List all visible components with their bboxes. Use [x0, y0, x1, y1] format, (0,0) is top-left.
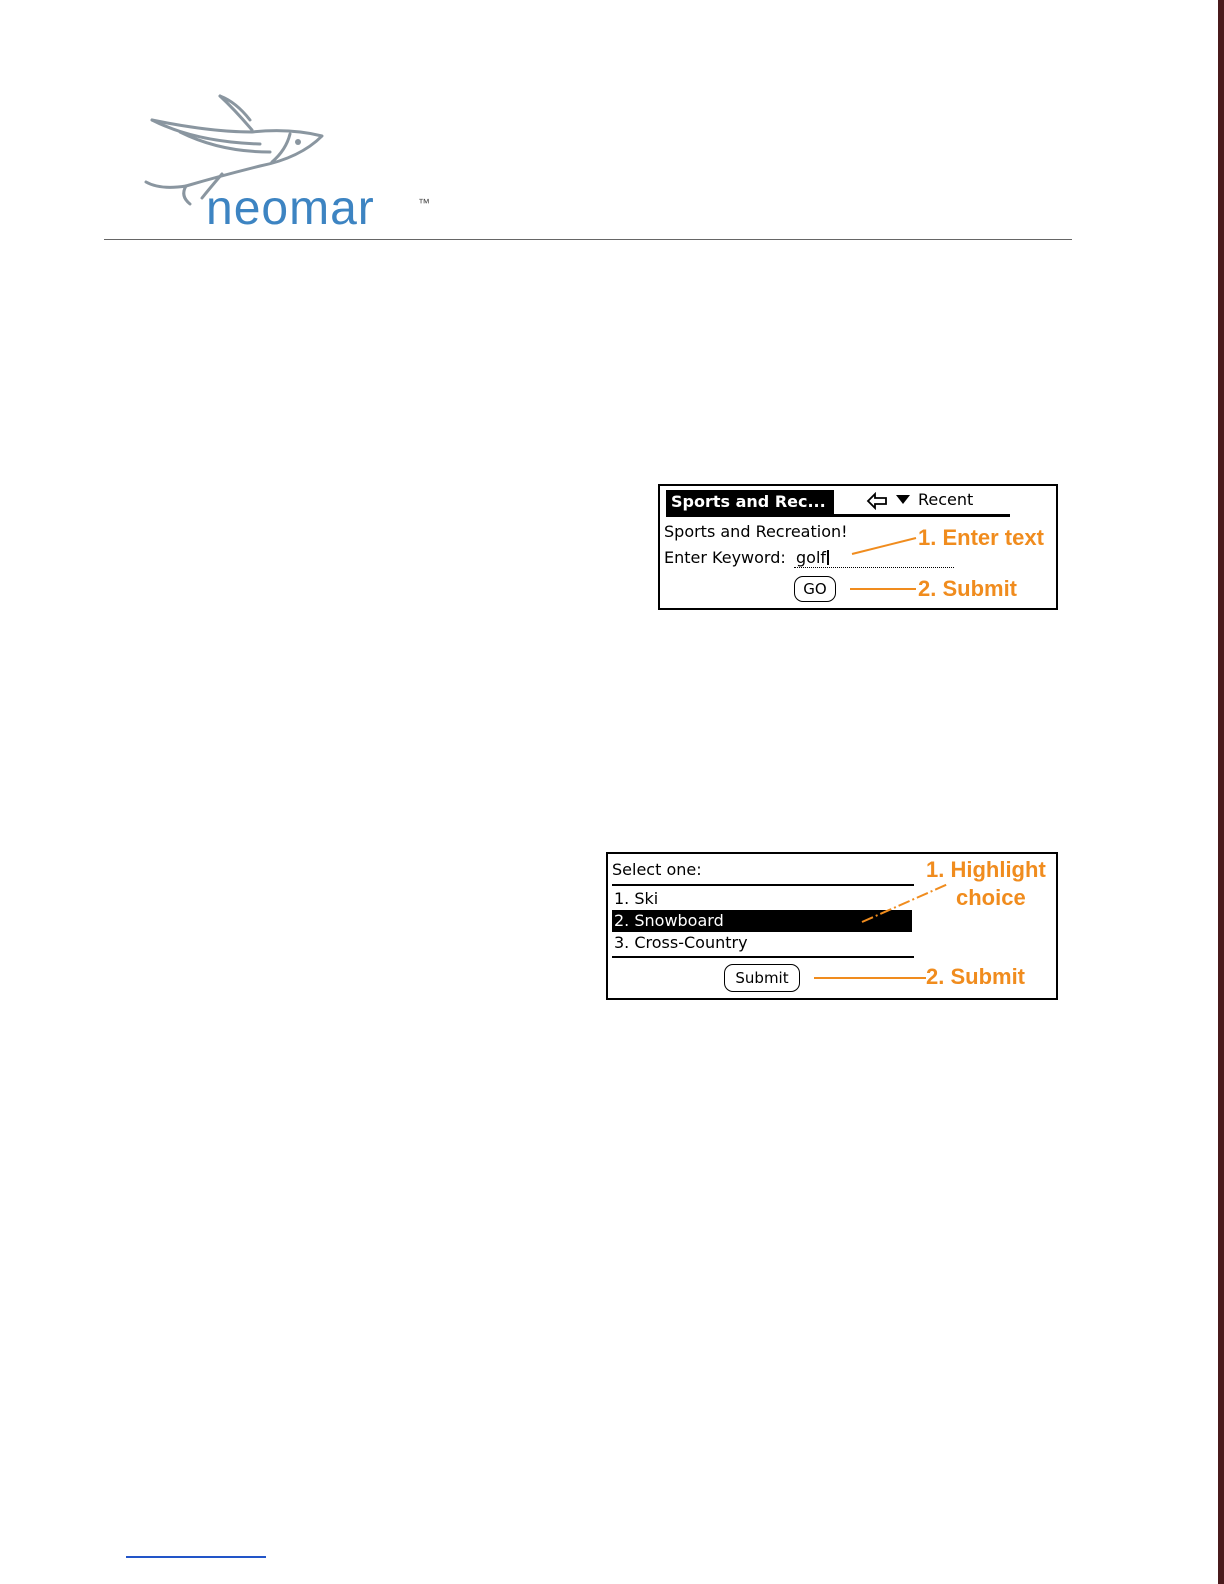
history-menu[interactable]: Recent [918, 490, 974, 509]
fish-eye-icon [295, 139, 301, 145]
screen-title-tab: Sports and Rec... [666, 490, 834, 514]
screenshot-select-list [606, 852, 1058, 1000]
screen-heading: Sports and Recreation! [664, 522, 848, 541]
go-button[interactable]: GO [794, 576, 836, 602]
submit-button[interactable]: Submit [724, 964, 800, 992]
list-item-snowboard[interactable]: 2. Snowboard [612, 910, 912, 932]
annotation-submit: 2. Submit [926, 964, 1026, 989]
list-prompt: Select one: [612, 860, 702, 879]
annotation-submit: 2. Submit [918, 576, 1018, 601]
keyword-value: golf [796, 548, 827, 567]
header-divider [104, 239, 1072, 240]
footer-link-underline[interactable] [126, 1556, 266, 1558]
page-edge-strip [1218, 0, 1224, 1584]
brand-wordmark: neomar [206, 182, 375, 235]
annotation-choice: choice [956, 885, 1026, 910]
annotation-enter-text: 1. Enter text [918, 525, 1044, 550]
keyword-label: Enter Keyword: [664, 548, 786, 567]
annotation-highlight: 1. Highlight [926, 857, 1046, 882]
trademark-symbol: ™ [418, 196, 430, 210]
list-item-ski[interactable]: 1. Ski [614, 889, 659, 908]
screenshot-keyword-entry [658, 484, 1058, 610]
list-item-cross-country[interactable]: 3. Cross-Country [614, 933, 748, 952]
